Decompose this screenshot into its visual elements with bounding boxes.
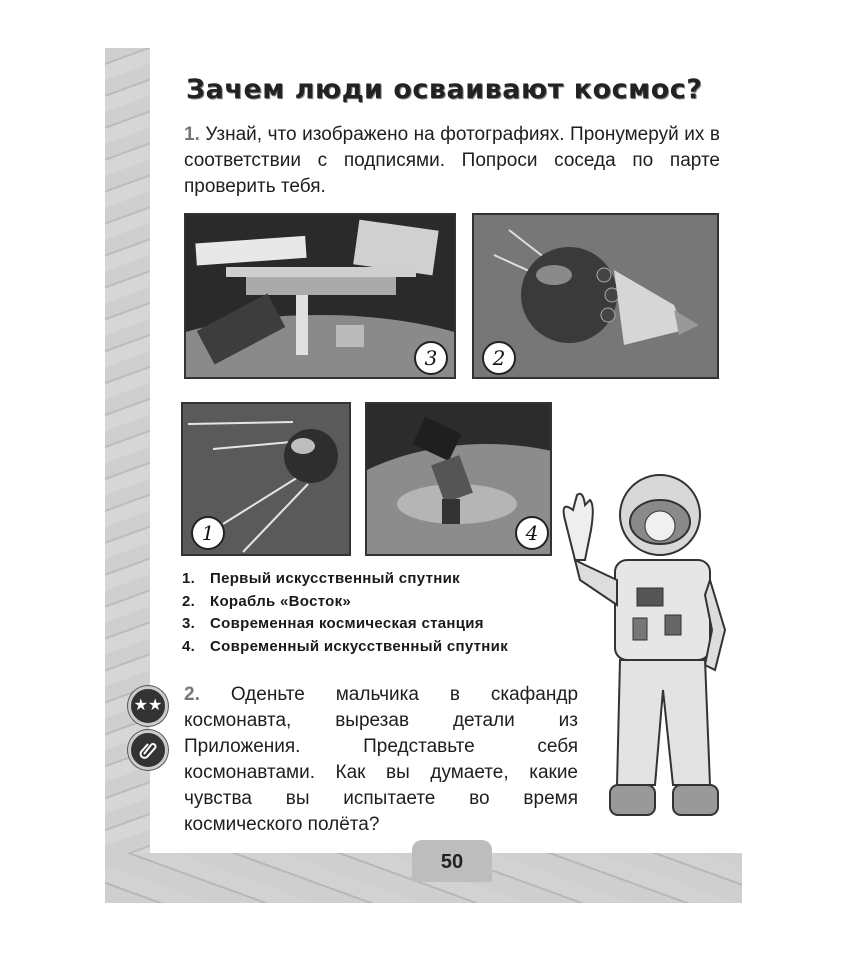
caption-text: Первый искусственный спутник [210,570,460,587]
caption-number: 3. [182,615,196,632]
photo-number-label[interactable]: 4 [515,516,549,550]
caption-text: Современный искусственный спутник [210,637,508,655]
caption-item [182,636,508,659]
caption-number: 2. [182,592,196,610]
caption-text: Современная космическая станция [210,615,484,632]
caption-item [182,591,508,614]
photo-vostok [472,213,719,379]
caption-number: 1. [182,570,196,587]
caption-text: Корабль «Восток» [210,592,352,610]
photo-modern-satellite [365,402,552,556]
two-stars-icon: ★★ [128,686,168,726]
photo-number-label[interactable]: 1 [191,516,225,550]
astronaut-boy-illustration [555,470,735,830]
photo-sputnik [181,402,351,556]
task-2 [184,682,578,838]
task-2-text: Оденьте мальчика в скафандр космонавта, вырезав детали из Приложения. Представьте себя космонавтами. Как вы думаете, какие чувства вы испытаете во время космического полёта? [184,684,579,835]
page-number: 50 [412,840,492,882]
caption-number: 4. [182,637,196,655]
task-1-text: Узнай, что изображено на фотографиях. Пронумеруй их в соответствии с подписями. Попроси соседа по парте проверить тебя. [184,124,721,197]
task-2-number: 2. [184,684,200,705]
photo-number-label[interactable]: 3 [414,341,448,375]
photo-space-station [184,213,456,379]
page-title: Зачем люди осваивают космос? [186,74,703,105]
caption-item [182,568,508,591]
task-1-number: 1. [184,124,200,145]
captions-list [182,568,508,658]
caption-item [182,613,508,636]
paperclip-icon [128,730,168,770]
photo-number-label[interactable]: 2 [482,341,516,375]
decorative-left-strip [105,48,150,903]
task-1 [184,122,720,200]
